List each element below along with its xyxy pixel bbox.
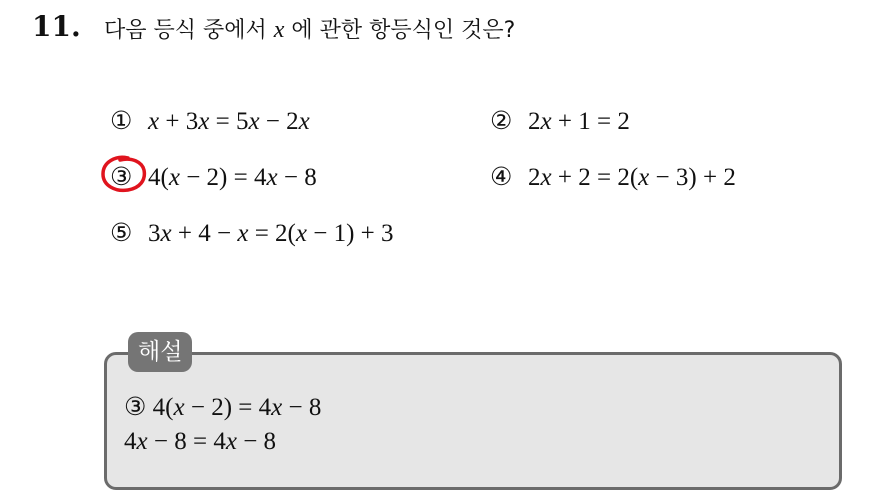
question-text-after: 에 관한 항등식인 것은? (291, 18, 516, 43)
question-text (104, 13, 515, 44)
choice-equation: 2x + 1 = 2 (528, 108, 630, 135)
choice-5[interactable] (110, 218, 394, 248)
choice-1[interactable] (110, 106, 310, 136)
choice-equation: x + 3x = 5x − 2x (148, 108, 310, 135)
choice-mark: ④ (490, 164, 513, 191)
choice-2[interactable] (490, 106, 630, 136)
choice-mark: ② (490, 108, 513, 135)
question-number: 11. (32, 10, 81, 43)
choice-4[interactable] (490, 162, 736, 192)
choice-mark: ③ (110, 164, 133, 191)
question-variable: x (273, 17, 285, 43)
question-text-before: 다음 등식 중에서 (104, 18, 267, 43)
choice-equation: 3x + 4 − x = 2(x − 1) + 3 (148, 220, 394, 247)
choice-equation: 4(x − 2) = 4x − 8 (148, 164, 317, 191)
explanation-line-1: ③ 4(x − 2) = 4x − 8 (124, 394, 322, 421)
answer-circle-icon (98, 154, 150, 194)
choice-mark: ⑤ (110, 220, 133, 247)
choice-mark: ① (110, 108, 133, 135)
explanation-line-2: 4x − 8 = 4x − 8 (124, 428, 277, 455)
choice-equation: 2x + 2 = 2(x − 3) + 2 (528, 164, 736, 191)
explanation-label: 해설 (128, 332, 192, 372)
